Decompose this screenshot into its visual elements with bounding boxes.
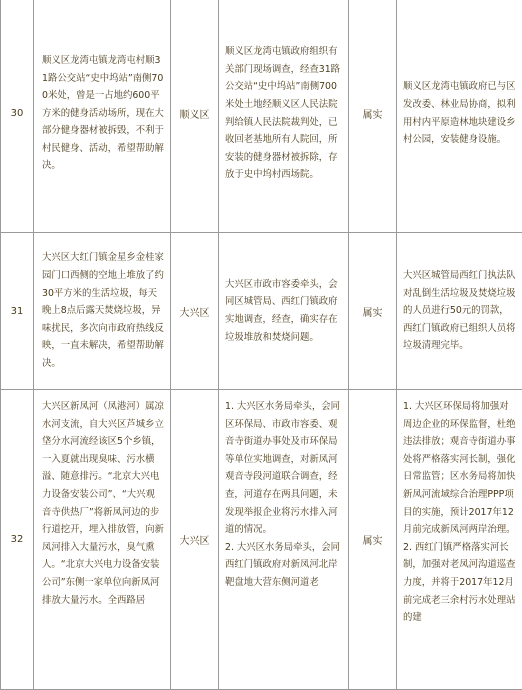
table-row [1,390,522,690]
row-number: 31 [1,233,34,390]
table-row [1,233,522,390]
investigation-measures: 顺义区龙湾屯镇政府组织有关部门现场调查，经查31路公交站“史中坞站”南侧700米处土地经顺义区人民法院判给镇人民法院裁判处，已收回老基地所有人院回，所安装的健身器材被拆除，存放于史中坞村西场院。 [219,43,348,184]
complaint-description: 顺义区龙湾屯镇龙湾屯村顺31路公交站“史中坞站”南侧700米处，曾是一占地约600平方米的健身活动场所，现在大部分健身器材被拆毁，不利于村民健身、活动，希望帮助解决。 [34,52,170,175]
table-row [1,0,522,233]
verification-status: 属实 [349,233,397,390]
investigation-measures: 大兴区市政市容委牵头，会同区城管局、西红门镇政府实地调查，经查，确实存在垃圾堆放和焚烧问题。 [219,276,348,346]
district-cell: 大兴区 [171,390,219,690]
verification-status: 属实 [349,390,397,690]
verification-status: 属实 [349,0,397,233]
row-number: 32 [1,390,34,690]
handling-result: 大兴区城管局西红门执法队对乱倒生活垃圾及焚烧垃圾的人员进行50元的罚款，西红门镇政府已组织人员将垃圾清理完毕。 [397,267,522,355]
complaint-description: 大兴区新凤河（凤港河）属凉水河支流，自大兴区芦城乡立垡分水河流经该区5个乡镇，一入夏就出现臭味、污水横溢、随意排污。“北京大兴电力设备安装公司”、“大兴观音寺供热厂”将新凤河边的步行道挖开，埋入排放管，向新凤河排入大量污水，臭气熏人。“北京大兴电力设备安装公司”东侧一家单位向新凤河排放大量污水。全西路居 [34,398,170,609]
investigation-measures: 1. 大兴区水务局牵头，会同区环保局、市政市容委、观音寺街道办事处及市环保局等单位实地调查，对新凤河观音寺段河道联合调查，经查，河道存在两具问题，未发现举报企业将污水排入河道的情况。 2. 大兴区水务局牵头，会同西红门镇政府对新凤河北岸靶盘地大营东侧河道老 [219,398,348,592]
handling-result: 顺义区龙湾屯镇政府已与区发改委、林业局协商，拟利用村内平原造林地块建设乡村公园，安装健身设施。 [397,78,522,148]
handling-result: 1. 大兴区环保局将加强对周边企业的环保监督，杜绝违法排放；观音寺街道办事处将严格落实河长制，强化日常监管；区水务局将加快新凤河流域综合治理PPP项目的实施，预计2017年12月前完成新凤河两岸治理。 2. 西红门镇严格落实河长制，加强对老凤河沟道巡查力度，并将于2017年12月前完成老三余村污水处理站的建 [397,398,522,627]
district-cell: 顺义区 [171,0,219,233]
complaint-description: 大兴区大红门镇金星乡金桂家园门口西侧的空地上堆放了约30平方米的生活垃圾，每天晚上8点后露天焚烧垃圾，异味扰民，多次向市政府热线反映，一直未解决，希望帮助解决。 [34,249,170,372]
row-number: 30 [1,0,34,233]
district-cell: 大兴区 [171,233,219,390]
